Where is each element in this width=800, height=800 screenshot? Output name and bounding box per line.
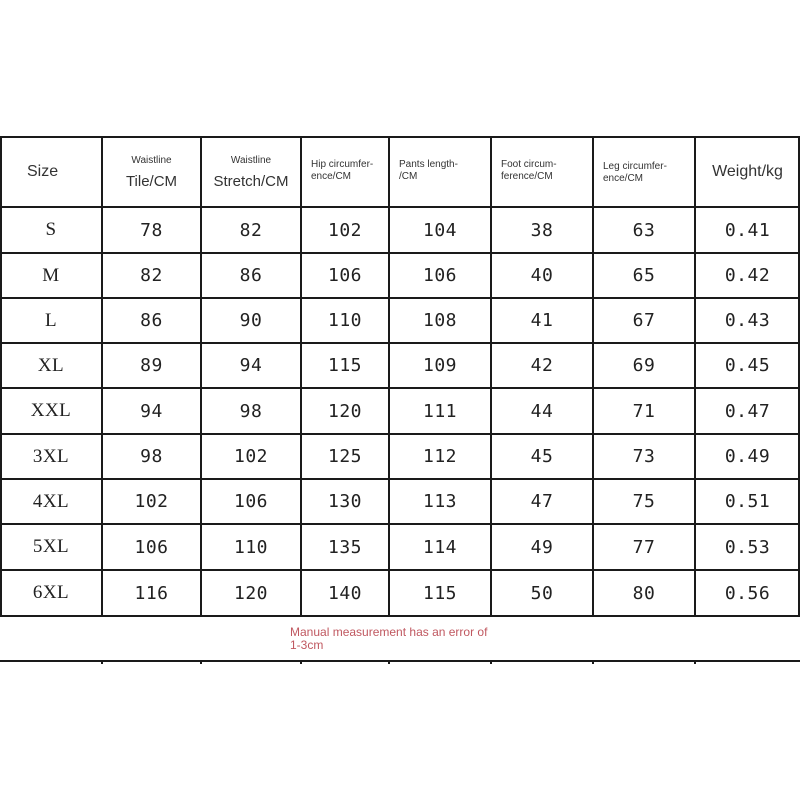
header-pants-line: Pants length-	[399, 159, 458, 170]
cell-waist-tile: 102	[134, 491, 169, 512]
header-leg	[593, 137, 695, 207]
header-waist-stretch-unit: Stretch/CM	[213, 173, 289, 190]
cell-waist-tile: 106	[134, 536, 169, 558]
cell-foot: 49	[530, 536, 554, 558]
table-vline-stub	[592, 660, 594, 664]
cell-leg: 63	[632, 219, 656, 241]
header-leg-line: Leg circumfer-	[603, 161, 667, 172]
cell-waist-stretch: 102	[233, 446, 268, 467]
cell-weight: 0.53	[724, 536, 771, 558]
cell-foot: 44	[530, 400, 554, 422]
cell-leg: 71	[632, 400, 656, 422]
cell-pants-length: 115	[422, 582, 457, 604]
cell-leg: 77	[632, 536, 656, 558]
cell-weight: 0.51	[724, 491, 771, 512]
header-waist-tile-unit: Tile/CM	[125, 173, 178, 190]
cell-waist-stretch: 106	[233, 491, 268, 512]
cell-leg: 73	[632, 446, 656, 467]
cell-size: 3XL	[32, 445, 70, 467]
cell-hip: 120	[327, 400, 362, 422]
cell-hip: 130	[327, 491, 362, 512]
cell-hip: 106	[327, 265, 362, 286]
cell-pants-length: 111	[422, 400, 457, 422]
cell-foot: 45	[530, 446, 554, 467]
cell-weight: 0.49	[724, 446, 771, 467]
cell-foot: 47	[530, 491, 554, 512]
cell-size: XL	[37, 354, 65, 376]
cell-weight: 0.43	[724, 310, 771, 331]
cell-leg: 65	[632, 265, 656, 286]
cell-waist-tile: 86	[140, 310, 163, 331]
header-foot-line: Foot circum-	[501, 159, 557, 170]
size-chart-table	[0, 137, 800, 663]
table-vline-stub	[388, 660, 390, 664]
table-vline-stub	[101, 660, 103, 664]
cell-size: M	[42, 264, 60, 286]
cell-size: 5XL	[32, 536, 70, 557]
cell-pants-length: 113	[422, 491, 457, 512]
cell-waist-stretch: 94	[239, 355, 263, 376]
table-hline	[0, 660, 800, 662]
cell-waist-stretch: 82	[239, 219, 263, 241]
cell-pants-length: 106	[422, 265, 457, 286]
header-hip	[301, 137, 389, 207]
cell-waist-stretch: 90	[239, 310, 263, 331]
cell-hip: 140	[327, 582, 362, 604]
cell-foot: 40	[530, 265, 554, 286]
cell-waist-tile: 82	[140, 265, 163, 286]
cell-foot: 50	[530, 582, 554, 604]
cell-foot: 42	[530, 355, 554, 376]
table-vline-stub	[490, 660, 492, 664]
table-vline-stub	[300, 660, 302, 664]
header-hip-line: Hip circumfer-	[311, 159, 374, 170]
cell-weight: 0.45	[724, 355, 771, 376]
header-hip-line: ence/CM	[311, 171, 352, 182]
cell-pants-length: 109	[422, 355, 457, 376]
header-size: Size	[27, 163, 59, 180]
cell-leg: 69	[632, 355, 656, 376]
cell-foot: 38	[530, 219, 554, 241]
header-pants	[389, 137, 491, 207]
header-waist-tile-top: Waistline	[131, 155, 172, 166]
cell-waist-tile: 78	[140, 219, 163, 241]
table-vline-stub	[694, 660, 696, 664]
cell-waist-tile: 89	[140, 355, 163, 376]
cell-pants-length: 108	[422, 310, 457, 331]
header-leg-line: ence/CM	[603, 173, 644, 184]
measurement-note-line-1: Manual measurement has an error of	[290, 625, 488, 639]
cell-weight: 0.42	[724, 265, 771, 286]
cell-size: L	[44, 309, 58, 331]
measurement-note	[290, 626, 510, 652]
cell-hip: 115	[327, 355, 362, 376]
cell-weight: 0.41	[724, 219, 771, 241]
cell-waist-tile: 98	[140, 446, 163, 467]
cell-waist-tile: 116	[134, 582, 169, 604]
header-pants-line: /CM	[399, 171, 418, 182]
cell-leg: 75	[632, 491, 656, 512]
header-waist-tile	[102, 137, 201, 207]
cell-size: S	[45, 219, 57, 240]
cell-size: XXL	[30, 400, 72, 421]
header-foot	[491, 137, 593, 207]
cell-pants-length: 112	[422, 446, 457, 467]
cell-hip: 102	[327, 219, 362, 241]
measurement-note-line-2: 1-3cm	[290, 638, 324, 652]
cell-waist-stretch: 98	[239, 400, 263, 422]
cell-leg: 67	[632, 310, 656, 331]
header-foot-line: ference/CM	[501, 171, 553, 182]
cell-foot: 41	[530, 310, 554, 331]
cell-pants-length: 104	[422, 219, 457, 241]
cell-waist-stretch: 120	[233, 582, 268, 604]
header-waist-stretch	[201, 137, 301, 207]
cell-waist-stretch: 110	[233, 536, 268, 558]
cell-leg: 80	[632, 582, 656, 604]
cell-waist-tile: 94	[140, 400, 163, 422]
cell-hip: 135	[327, 536, 362, 558]
cell-pants-length: 114	[422, 536, 457, 558]
cell-weight: 0.47	[724, 400, 771, 422]
table-vline-stub	[200, 660, 202, 664]
cell-size: 6XL	[32, 582, 70, 603]
header-waist-stretch-top: Waistline	[230, 155, 272, 166]
cell-hip: 110	[327, 310, 362, 331]
cell-waist-stretch: 86	[239, 265, 263, 286]
cell-size: 4XL	[32, 490, 70, 512]
cell-weight: 0.56	[724, 582, 771, 604]
header-weight: Weight/kg	[712, 163, 783, 180]
cell-hip: 125	[327, 446, 362, 467]
